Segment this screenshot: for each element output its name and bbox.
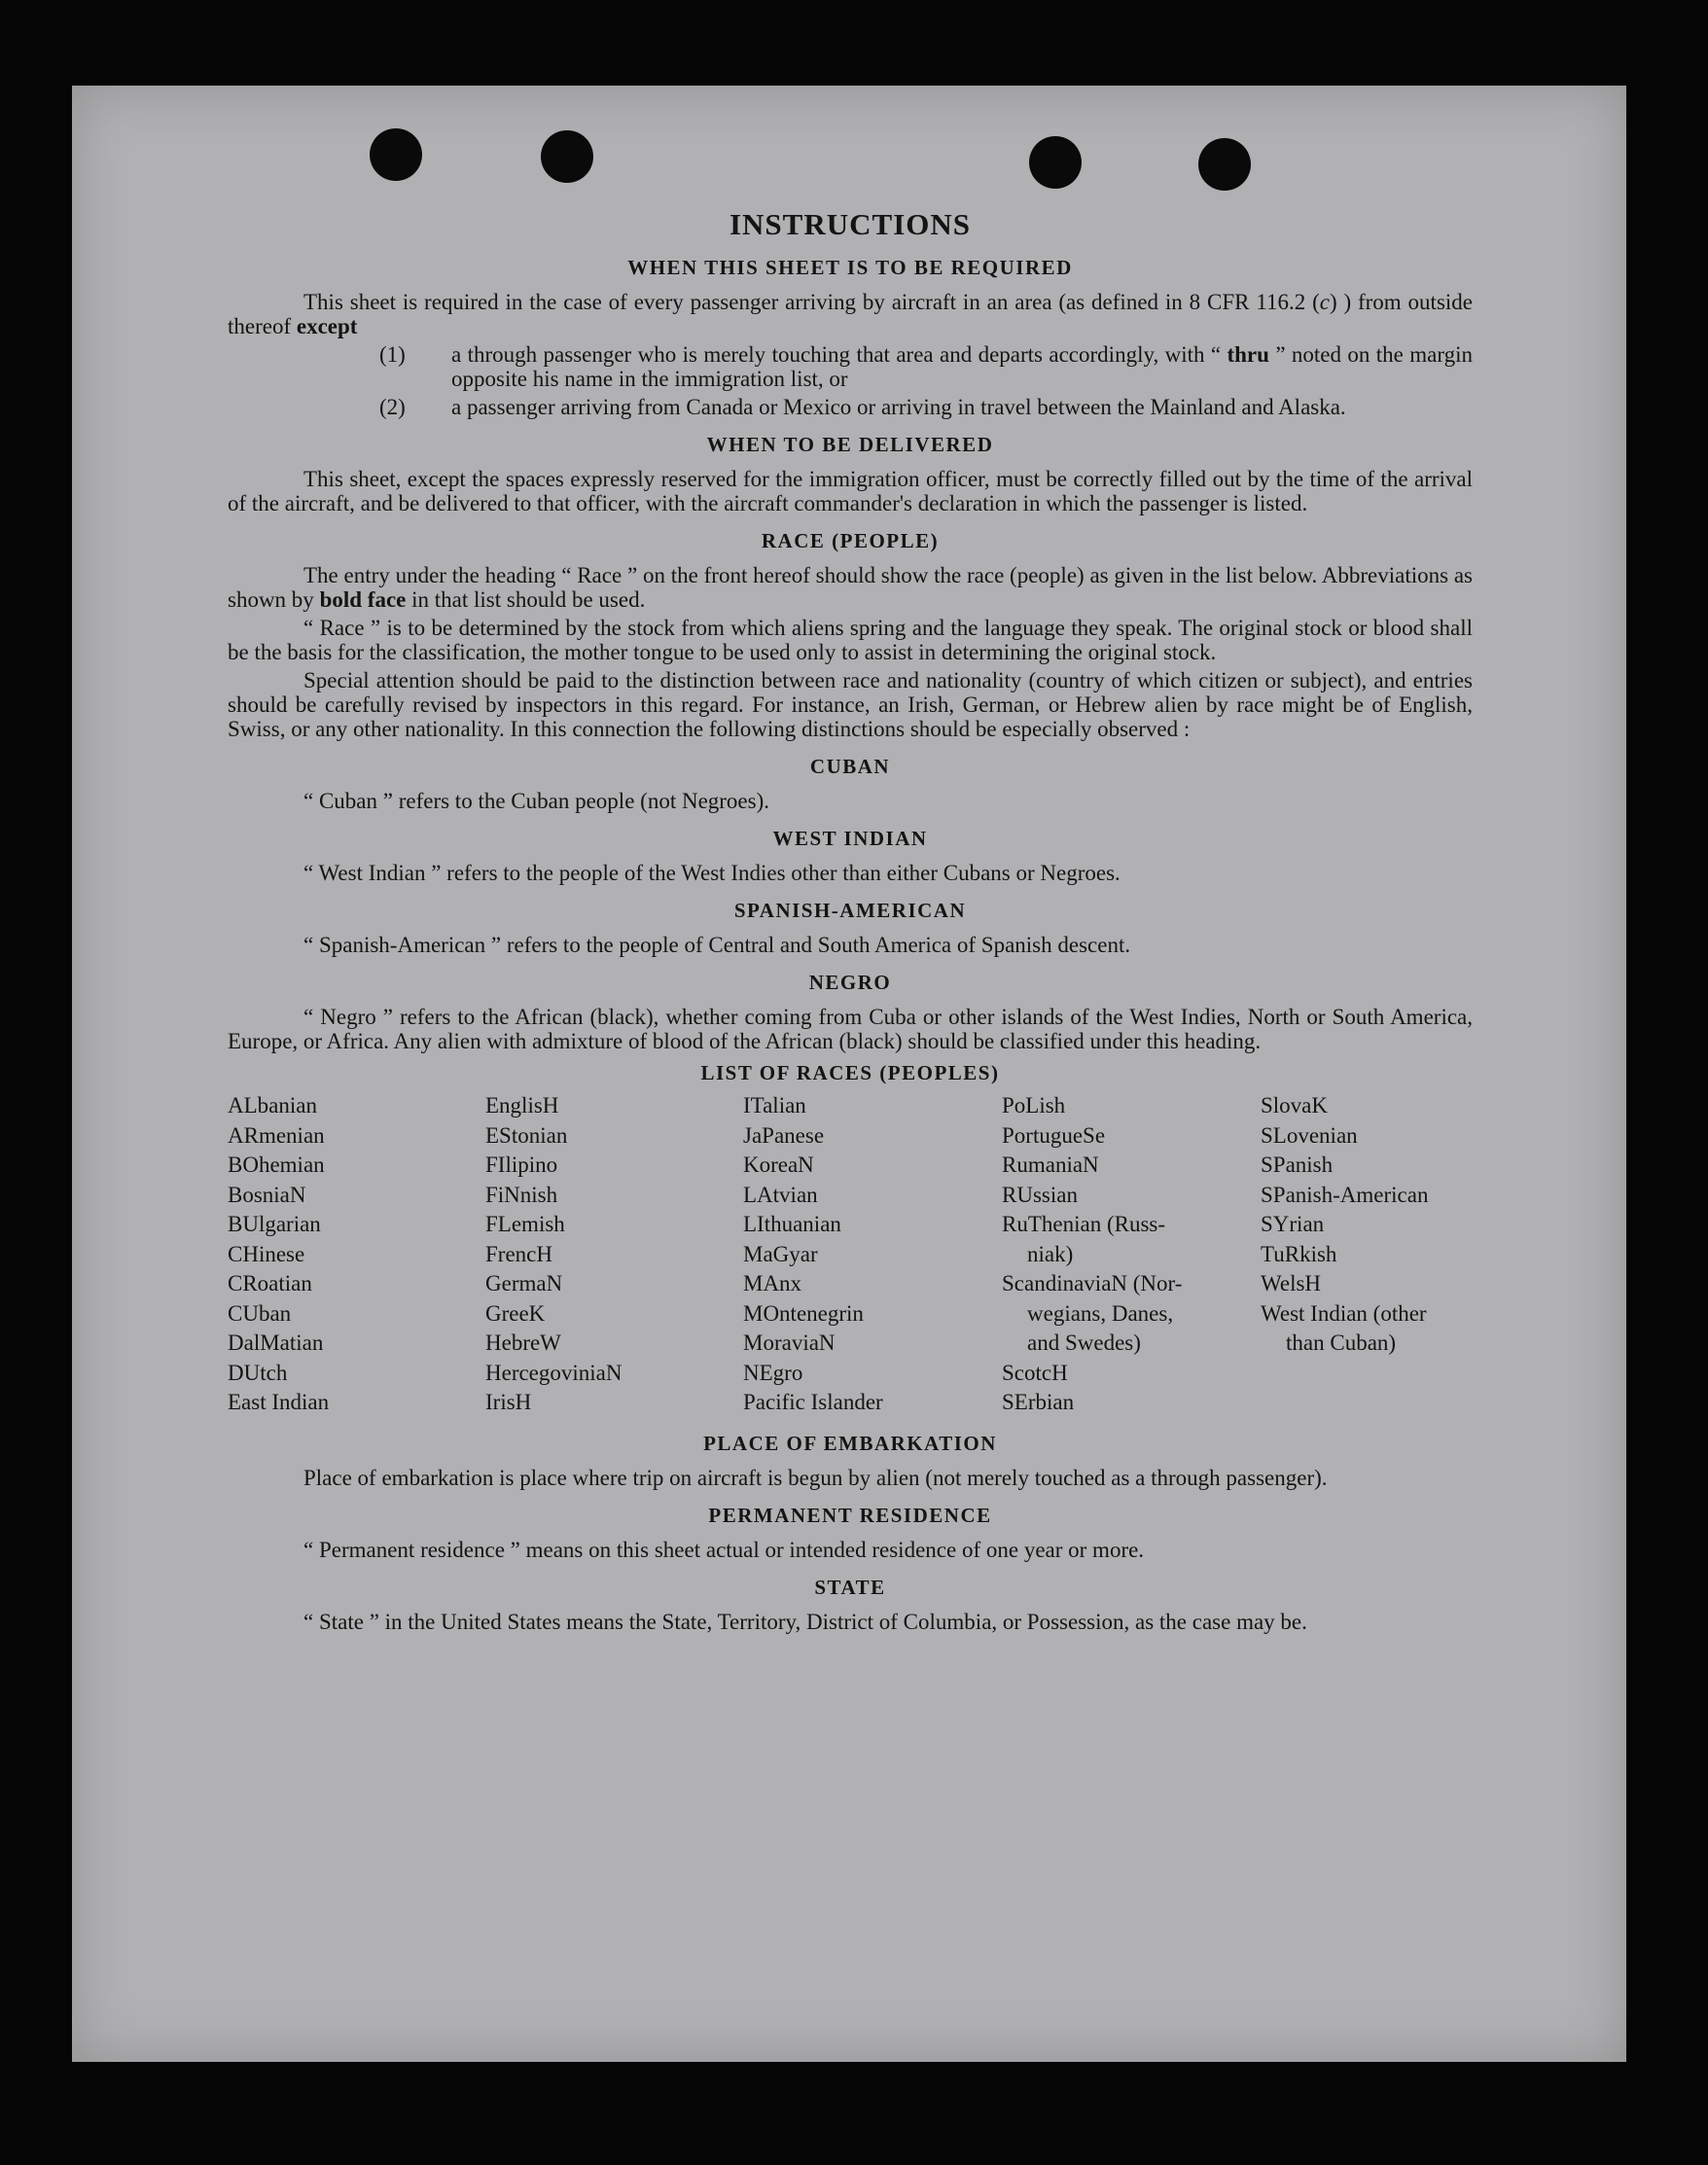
section-heading-embarkation: PLACE OF EMBARKATION: [703, 1431, 997, 1455]
race-entry: GreeK: [485, 1300, 546, 1326]
race-entry: TuRkish: [1261, 1241, 1337, 1266]
section-heading-state: STATE: [814, 1575, 886, 1599]
instructions-content: [228, 207, 1473, 1638]
race-entry: MoraviaN: [743, 1331, 836, 1355]
race-entry: BOhemian: [228, 1153, 325, 1177]
race-entry: PoLish: [1002, 1093, 1066, 1118]
punch-hole: [370, 128, 422, 181]
required-item-2: [228, 395, 1473, 419]
required-item-1: [228, 342, 1473, 391]
race-p1-bold: bold face: [319, 587, 407, 612]
race-entry: ITalian: [743, 1093, 806, 1118]
race-entry: LIthuanian: [743, 1212, 841, 1236]
page-title: INSTRUCTIONS: [729, 207, 971, 241]
document-sheet: [72, 86, 1626, 2062]
race-entry: BUlgarian: [228, 1212, 321, 1236]
punch-hole: [1198, 138, 1251, 191]
race-entry: FrencH: [485, 1241, 552, 1266]
race-entry: MaGyar: [743, 1241, 818, 1266]
race-entry: BosniaN: [228, 1182, 306, 1207]
section-heading-residence: PERMANENT RESIDENCE: [708, 1503, 992, 1527]
cuban-text: “ Cuban ” refers to the Cuban people (not Negroes).: [303, 789, 770, 813]
required-intro-part2: ) ) from outside thereof: [228, 290, 1473, 338]
race-entry: WelsH: [1261, 1271, 1322, 1295]
race-entry: than Cuban): [1286, 1331, 1397, 1355]
race-entry: FiNnish: [485, 1182, 558, 1207]
race-entry: DUtch: [228, 1360, 288, 1385]
race-entry: West Indian (other: [1261, 1300, 1427, 1326]
race-entry: East Indian: [228, 1390, 330, 1414]
race-paragraph-2: “ Race ” is to be determined by the stock from which aliens spring and the language they speak. The original stock or blood shall be the basis for the classification, the mother tongue to be used only to assist in determining the original stock.: [228, 616, 1473, 664]
race-entry: Pacific Islander: [743, 1390, 883, 1414]
race-entry: EStonian: [485, 1122, 568, 1148]
required-intro-italic: c: [1319, 290, 1330, 314]
section-heading-spanish-american: SPANISH-AMERICAN: [733, 899, 967, 922]
race-entry: MOntenegrin: [743, 1300, 864, 1326]
required-intro-except: except: [296, 314, 358, 338]
section-heading-required: WHEN THIS SHEET IS TO BE REQUIRED: [627, 256, 1073, 279]
race-entry: SLovenian: [1261, 1122, 1358, 1148]
punch-hole: [1029, 136, 1082, 189]
race-paragraph-3: Special attention should be paid to the distinction between race and nationality (country of which citizen or subject), and entries should be carefully revised by inspectors in this regard. For instance, an Irish, German, or Hebrew alien by race might be of English, Swiss, or any other nationality. In this connection the following distinctions should be especially observed :: [228, 668, 1473, 741]
race-entry: DalMatian: [228, 1331, 324, 1355]
residence-text: “ Permanent residence ” means on this sheet actual or intended residence of one year or more.: [303, 1537, 1145, 1562]
race-column-5: [1261, 1091, 1473, 1418]
race-p1-part1: The entry under the heading “ Race ” on the front hereof should show the race (people) as given in the list below. Abbreviations as shown by: [228, 563, 1473, 612]
required-intro: [228, 290, 1473, 338]
punch-hole: [541, 130, 593, 183]
race-p1-part2: in that list should be used.: [406, 587, 646, 612]
race-entry: EnglisH: [485, 1093, 559, 1118]
race-entry: IrisH: [485, 1390, 532, 1414]
race-entry: JaPanese: [743, 1122, 825, 1148]
race-entry: CUban: [228, 1300, 292, 1326]
race-entry: SErbian: [1002, 1390, 1075, 1414]
race-column-3: [743, 1091, 1002, 1418]
race-entry: MAnx: [743, 1271, 802, 1295]
race-entry: CRoatian: [228, 1271, 312, 1295]
race-entry: RumaniaN: [1002, 1153, 1099, 1177]
race-entry: CHinese: [228, 1241, 305, 1266]
section-heading-delivered: WHEN TO BE DELIVERED: [706, 433, 994, 456]
race-entry: RuThenian (Russ-: [1002, 1212, 1166, 1236]
race-entry: ARmenian: [228, 1122, 325, 1148]
required-item-2-number: (2): [379, 395, 406, 419]
race-paragraph-1: [228, 563, 1473, 612]
section-heading-cuban: CUBAN: [809, 755, 891, 778]
race-entry: KoreaN: [743, 1153, 814, 1177]
race-entry: niak): [1027, 1241, 1074, 1266]
embarkation-text: Place of embarkation is place where trip on aircraft is begun by alien (not merely touched as a through passenger).: [303, 1465, 1328, 1490]
race-column-2: [485, 1091, 743, 1418]
race-entry: SPanish: [1261, 1153, 1334, 1177]
required-item-1-thru: thru: [1227, 342, 1269, 367]
west-indian-text: “ West Indian ” refers to the people of the West Indies other than either Cubans or Negroes.: [303, 861, 1121, 885]
section-heading-list-of-races: LIST OF RACES (PEOPLES): [700, 1061, 1000, 1084]
race-entry: HebreW: [485, 1331, 561, 1355]
race-entry: ALbanian: [228, 1093, 317, 1118]
race-entry: SYrian: [1261, 1212, 1325, 1236]
race-entry: HercegoviniaN: [485, 1360, 623, 1385]
section-heading-west-indian: WEST INDIAN: [772, 827, 928, 850]
required-intro-part1: This sheet is required in the case of every passenger arriving by aircraft in an area (as defined in 8 CFR 116.2 (: [303, 290, 1320, 314]
race-entry: GermaN: [485, 1271, 563, 1295]
race-column-4: [1002, 1091, 1261, 1418]
race-entry: SPanish-American: [1261, 1182, 1429, 1207]
race-entry: FIlipino: [485, 1153, 558, 1177]
race-entry: PortugueSe: [1002, 1122, 1106, 1148]
spanish-american-text: “ Spanish-American ” refers to the people of Central and South America of Spanish descent.: [303, 933, 1131, 957]
race-entry: wegians, Danes,: [1027, 1300, 1174, 1326]
negro-text: “ Negro ” refers to the African (black), whether coming from Cuba or other islands of the West Indies, North or South America, Europe, or Africa. Any alien with admixture of blood of the African (black) should be classified under this heading.: [228, 1005, 1473, 1053]
race-list: [228, 1091, 1473, 1418]
race-entry: NEgro: [743, 1360, 803, 1385]
section-heading-negro: NEGRO: [808, 971, 892, 994]
delivered-text: This sheet, except the spaces expressly reserved for the immigration officer, must be correctly filled out by the time of the arrival of the aircraft, and be delivered to that officer, with the aircraft commander's declaration in which the passenger is listed.: [228, 467, 1473, 515]
race-entry: ScandinaviaN (Nor-: [1002, 1271, 1183, 1295]
race-entry: ScotcH: [1002, 1360, 1068, 1385]
required-item-1-part1: a through passenger who is merely touching that area and departs accordingly, with “: [451, 342, 1228, 367]
required-item-1-number: (1): [379, 342, 406, 367]
race-column-1: [228, 1091, 485, 1418]
state-text: “ State ” in the United States means the State, Territory, District of Columbia, or Possession, as the case may be.: [303, 1609, 1307, 1634]
race-entry: and Swedes): [1027, 1331, 1141, 1355]
race-entry: FLemish: [485, 1212, 565, 1236]
race-entry: SlovaK: [1261, 1093, 1328, 1118]
required-item-2-text: a passenger arriving from Canada or Mexico or arriving in travel between the Mainland and Alaska.: [451, 395, 1346, 419]
section-heading-race: RACE (PEOPLE): [761, 529, 940, 552]
race-entry: RUssian: [1002, 1182, 1078, 1207]
required-item-1-part2: ” noted on the margin opposite his name in the immigration list, or: [451, 342, 1474, 391]
race-entry: LAtvian: [743, 1182, 818, 1207]
